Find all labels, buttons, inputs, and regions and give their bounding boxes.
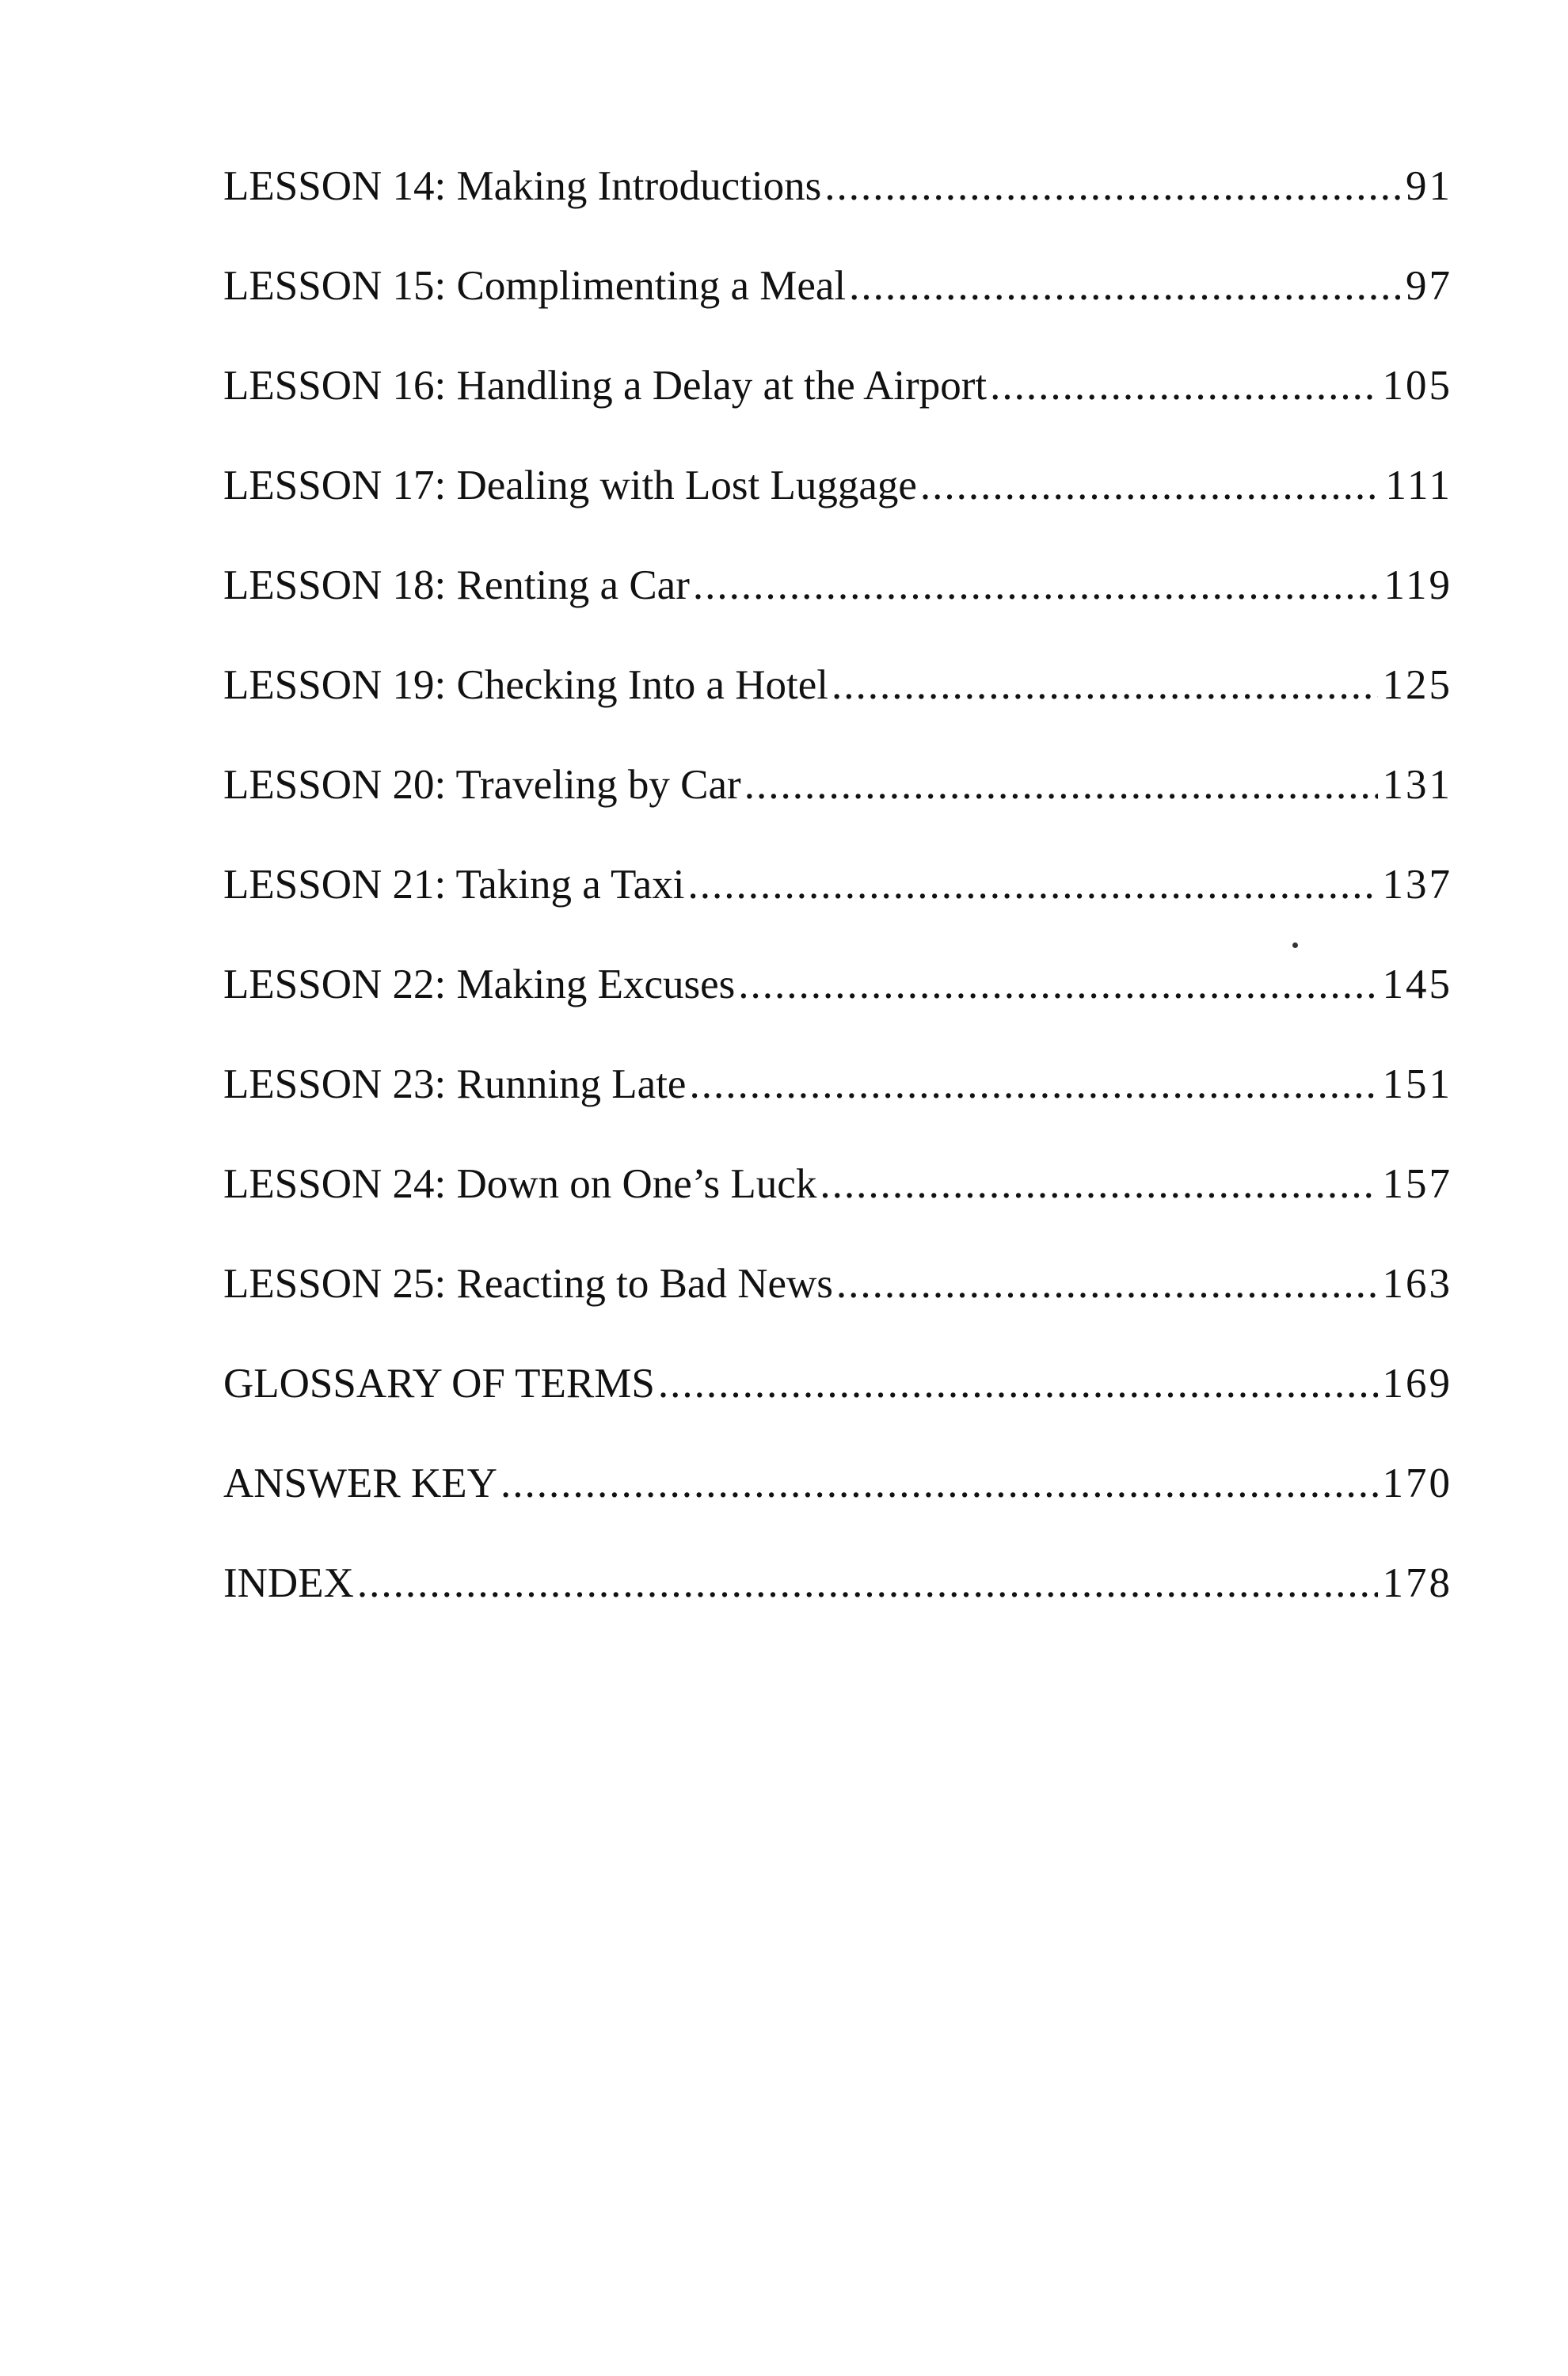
toc-entry-lesson-14 [223, 162, 1452, 262]
toc-entry-page-number: 131 [1382, 762, 1452, 808]
toc-entry-label: LESSON 22: Making Excuses [223, 961, 736, 1007]
dot-leader [689, 1060, 1377, 1108]
toc-entry-lesson-20 [223, 761, 1452, 861]
toc-entry-page-number: 157 [1382, 1161, 1452, 1207]
table-of-contents [223, 162, 1452, 1659]
toc-entry-page-number: 169 [1382, 1361, 1452, 1407]
toc-entry-lesson-15 [223, 262, 1452, 362]
toc-entry-page-number: 105 [1382, 363, 1452, 409]
dot-leader [820, 1160, 1377, 1208]
toc-entry-page-number: 111 [1385, 463, 1452, 508]
toc-entry-lesson-17 [223, 462, 1452, 562]
dot-leader [500, 1460, 1378, 1507]
dot-leader [849, 262, 1401, 310]
dot-leader [824, 162, 1401, 210]
toc-entry-page-number: 91 [1406, 163, 1452, 209]
toc-entry-page-number: 125 [1382, 662, 1452, 708]
toc-entry-label: INDEX [223, 1560, 354, 1606]
toc-entry-page-number: 170 [1382, 1460, 1452, 1506]
dot-leader [738, 961, 1377, 1008]
toc-entry-label: LESSON 24: Down on One’s Luck [223, 1161, 817, 1207]
toc-entry-label: LESSON 18: Renting a Car [223, 562, 690, 608]
toc-entry-lesson-21 [223, 861, 1452, 961]
dot-leader [832, 661, 1378, 709]
dot-leader [687, 861, 1377, 908]
toc-entry-answer-key [223, 1460, 1452, 1559]
toc-entry-label: GLOSSARY OF TERMS [223, 1361, 655, 1407]
toc-entry-page-number: 119 [1383, 562, 1452, 608]
toc-entry-index [223, 1559, 1452, 1659]
toc-entry-label: LESSON 16: Handling a Delay at the Airport [223, 363, 988, 409]
toc-entry-lesson-18 [223, 562, 1452, 661]
toc-entry-lesson-22 [223, 961, 1452, 1060]
toc-entry-page-number: 145 [1382, 961, 1452, 1007]
toc-entry-label: LESSON 23: Running Late [223, 1061, 687, 1107]
toc-entry-lesson-16 [223, 362, 1452, 462]
dot-leader [658, 1360, 1378, 1407]
toc-entry-lesson-19 [223, 661, 1452, 761]
dot-leader [357, 1559, 1378, 1607]
toc-entry-label: ANSWER KEY [223, 1460, 497, 1506]
toc-entry-glossary [223, 1360, 1452, 1460]
dot-leader [836, 1260, 1378, 1308]
toc-entry-label: LESSON 25: Reacting to Bad News [223, 1261, 833, 1307]
dot-leader [920, 462, 1381, 509]
toc-entry-page-number: 163 [1382, 1261, 1452, 1307]
toc-entry-lesson-25 [223, 1260, 1452, 1360]
dot-leader [744, 761, 1378, 809]
toc-entry-page-number: 151 [1382, 1061, 1452, 1107]
toc-entry-label: LESSON 14: Making Introductions [223, 163, 822, 209]
toc-entry-label: LESSON 17: Dealing with Lost Luggage [223, 463, 917, 508]
dot-leader [693, 562, 1380, 609]
toc-entry-label: LESSON 21: Taking a Taxi [223, 862, 685, 908]
toc-entry-label: LESSON 19: Checking Into a Hotel [223, 662, 828, 708]
toc-entry-page-number: 97 [1406, 263, 1452, 309]
toc-entry-label: LESSON 20: Traveling by Car [223, 762, 741, 808]
toc-entry-lesson-23 [223, 1060, 1452, 1160]
toc-entry-page-number: 178 [1382, 1560, 1452, 1606]
scan-speck [1292, 942, 1298, 948]
toc-entry-page-number: 137 [1382, 862, 1452, 908]
dot-leader [990, 362, 1377, 409]
toc-entry-label: LESSON 15: Complimenting a Meal [223, 263, 847, 309]
toc-entry-lesson-24 [223, 1160, 1452, 1260]
